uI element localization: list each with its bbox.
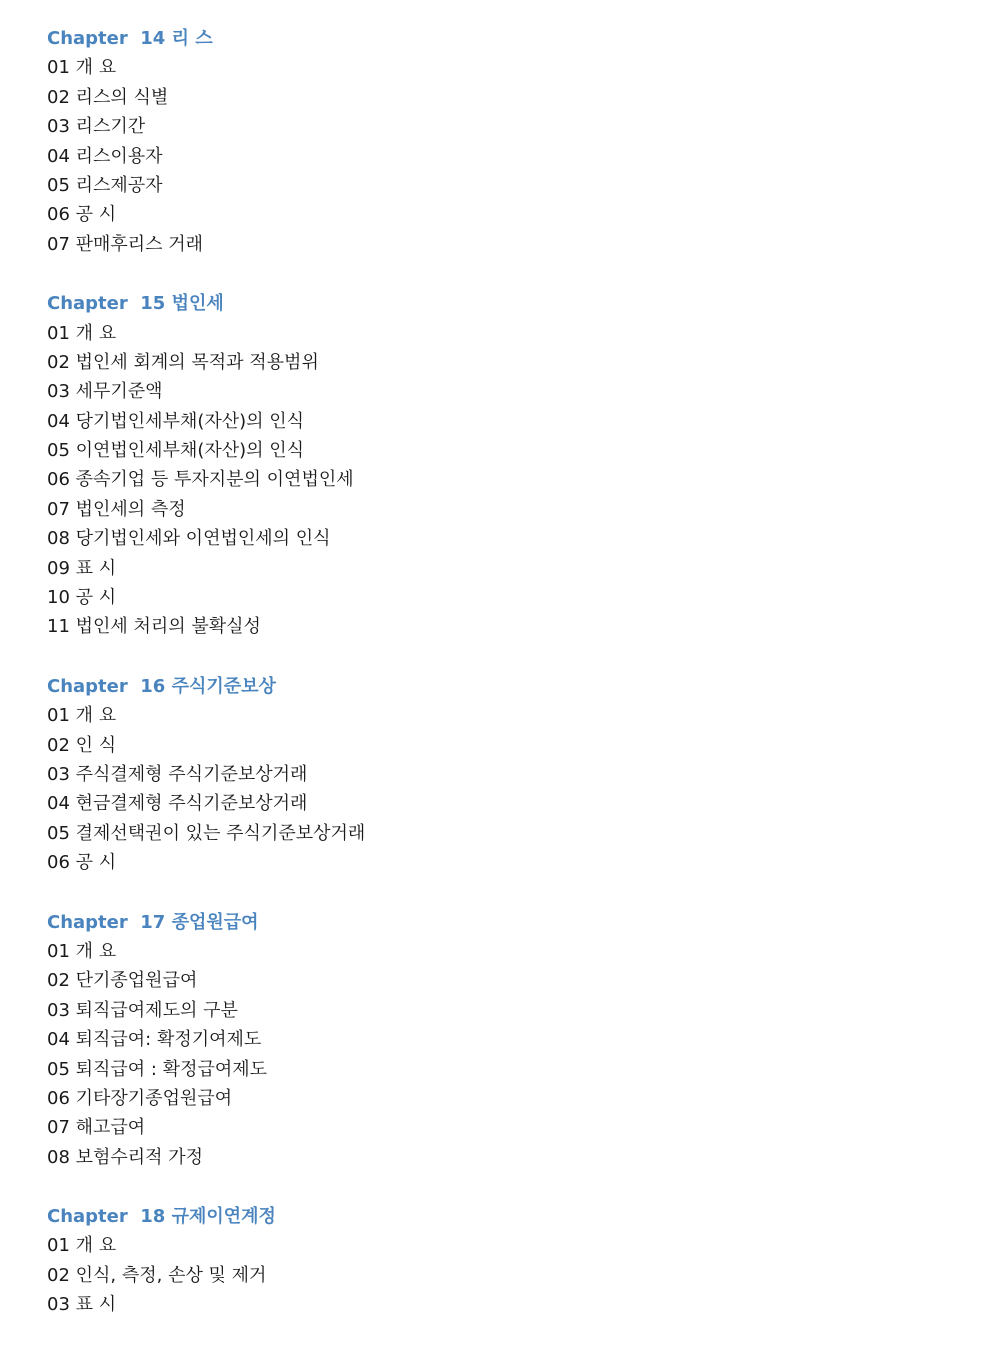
toc-item: 01 개 요 (47, 1235, 117, 1257)
toc-item: 05 퇴직급여 : 확정급여제도 (47, 1058, 268, 1080)
toc-item: 06 기타장기종업원급여 (47, 1087, 233, 1109)
toc-item: 02 인식, 측정, 손상 및 제거 (47, 1264, 267, 1286)
toc-item: 10 공 시 (47, 587, 117, 609)
toc-item: 06 종속기업 등 투자지분의 이연법인세 (47, 469, 354, 491)
toc-item: 09 표 시 (47, 557, 117, 579)
toc-item: 05 이연법인세부채(자산)의 인식 (47, 440, 305, 462)
toc-item: 05 리스제공자 (47, 174, 163, 196)
toc-item: 03 주식결제형 주식기준보상거래 (47, 763, 308, 785)
toc-item: 08 당기법인세와 이연법인세의 인식 (47, 528, 331, 550)
toc-item: 11 법인세 처리의 불확실성 (47, 616, 261, 638)
chapter-section (47, 672, 947, 878)
toc-item: 01 개 요 (47, 705, 117, 727)
toc-item: 06 공 시 (47, 852, 117, 874)
toc-item: 03 리스기간 (47, 116, 146, 138)
toc-item: 02 법인세 회계의 목적과 적용범위 (47, 351, 319, 373)
chapter-title: Chapter 15 법인세 (47, 293, 224, 315)
chapter-title: Chapter 16 주식기준보상 (47, 675, 276, 697)
chapter-section (47, 289, 947, 642)
toc-item: 05 결제선택권이 있는 주식기준보상거래 (47, 822, 366, 844)
toc-item: 03 퇴직급여제도의 구분 (47, 999, 238, 1021)
toc-item: 07 법인세의 측정 (47, 498, 186, 520)
toc-item: 02 인 식 (47, 734, 117, 756)
toc-item: 03 표 시 (47, 1294, 117, 1316)
toc-item: 07 판매후리스 거래 (47, 233, 204, 255)
toc-item: 06 공 시 (47, 204, 117, 226)
chapter-title: Chapter 18 규제이연계정 (47, 1206, 276, 1228)
toc-item: 04 리스이용자 (47, 145, 163, 167)
toc-item: 04 퇴직급여: 확정기여제도 (47, 1029, 262, 1051)
chapter-section (47, 24, 947, 259)
toc-item: 02 리스의 식별 (47, 86, 169, 108)
chapter-title: Chapter 14 리 스 (47, 28, 213, 49)
chapter-section (47, 1202, 947, 1320)
table-of-contents (47, 24, 947, 1350)
toc-item: 03 세무기준액 (47, 381, 163, 403)
toc-item: 01 개 요 (47, 940, 117, 962)
toc-item: 08 보험수리적 가정 (47, 1146, 204, 1168)
toc-item: 07 해고급여 (47, 1117, 146, 1139)
toc-item: 04 현금결제형 주식기준보상거래 (47, 793, 308, 815)
toc-item: 01 개 요 (47, 57, 117, 79)
toc-item: 02 단기종업원급여 (47, 970, 198, 992)
chapter-section (47, 908, 947, 1173)
chapter-title: Chapter 17 종업원급여 (47, 911, 259, 933)
toc-item: 04 당기법인세부채(자산)의 인식 (47, 410, 305, 432)
toc-item: 01 개 요 (47, 322, 117, 344)
